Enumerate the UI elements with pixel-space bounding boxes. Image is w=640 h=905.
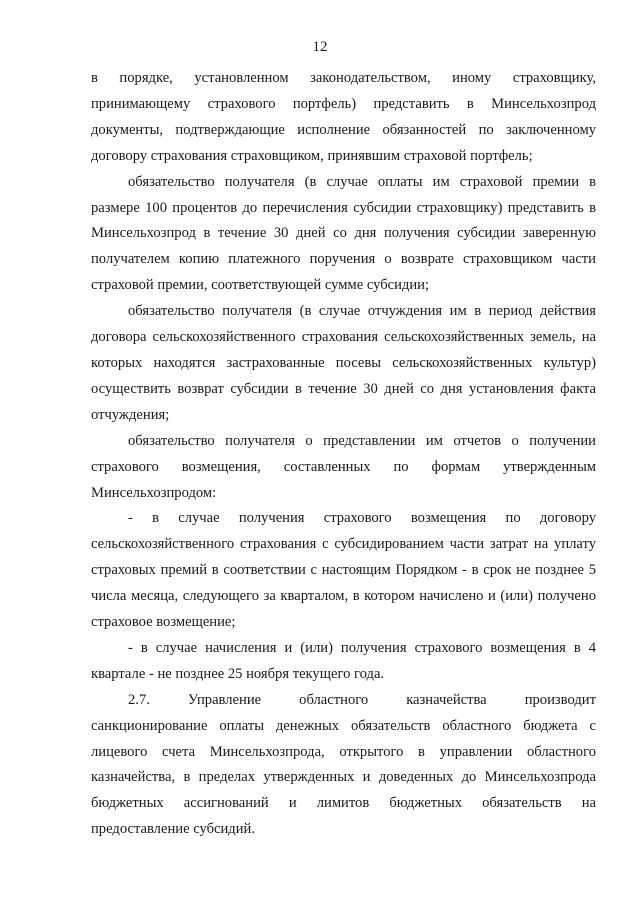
clause-2-7-text: санкционирование оплаты денежных обязательств областного бюджета с лицевого счета Минсельхозпрода, открытого в управлении областного казначейства, в пределах утвержденных и доведенных до Минсельхозпрода бюджетных ассигнований и лимитов бюджетных обязательств на предоставление субсидий.: [91, 717, 596, 838]
clause-word: Управление: [187, 691, 262, 708]
document-body: [91, 66, 596, 843]
clause-word: казначейства: [406, 691, 487, 708]
paragraph-reporting-deadline-q4: - в случае начисления и (или) получения страхового возмещения в 4 квартале - не позднее 25 ноября текущего года.: [91, 639, 596, 682]
clause-number: 2.7.: [128, 691, 150, 708]
page-number: 12: [312, 39, 328, 55]
paragraph-portfolio-transfer: в порядке, установленном законодательством, иному страховщику, принимающему страхового портфель) представить в Минсельхозпрод документы, подтверждающие исполнение обязанностей по заключенному договору страхования страховщиком, принявшим страховой портфель;: [91, 70, 596, 164]
clause-2-7-first-line: [91, 688, 596, 714]
clause-word: областного: [299, 691, 369, 708]
paragraph-reporting-obligation: обязательство получателя о представлении им отчетов о получении страхового возмещения, составленных по формам утвержденным Минсельхозпродом:: [91, 432, 596, 501]
paragraph-land-alienation-obligation: обязательство получателя (в случае отчуждения им в период действия договора сельскохозяйственного страхования сельскохозяйственных земель, на которых находятся застрахованные посевы сельскохозяйственных культур) осуществить возврат субсидии в течение 30 дней со дня установления факта отчуждения;: [91, 303, 596, 423]
paragraph-reporting-deadline-quarterly: - в случае получения страхового возмещения по договору сельскохозяйственного страхования с субсидированием части затрат на уплату страховых премий в соответствии с настоящим Порядком - в срок не позднее 5 числа месяца, следующего за кварталом, в котором начислено и (или) получено страховое возмещение;: [91, 510, 596, 631]
paragraph-premium-refund-obligation: обязательство получателя (в случае оплаты им страховой премии в размере 100 процентов до перечисления субсидии страховщику) представить в Минсельхозпрод в течение 30 дней со дня получения субсидии заверенную получателем копию платежного поручения о возврате страховщиком части страховой премии, соответствующей сумме субсидии;: [91, 173, 596, 294]
clause-word: производит: [524, 691, 596, 708]
